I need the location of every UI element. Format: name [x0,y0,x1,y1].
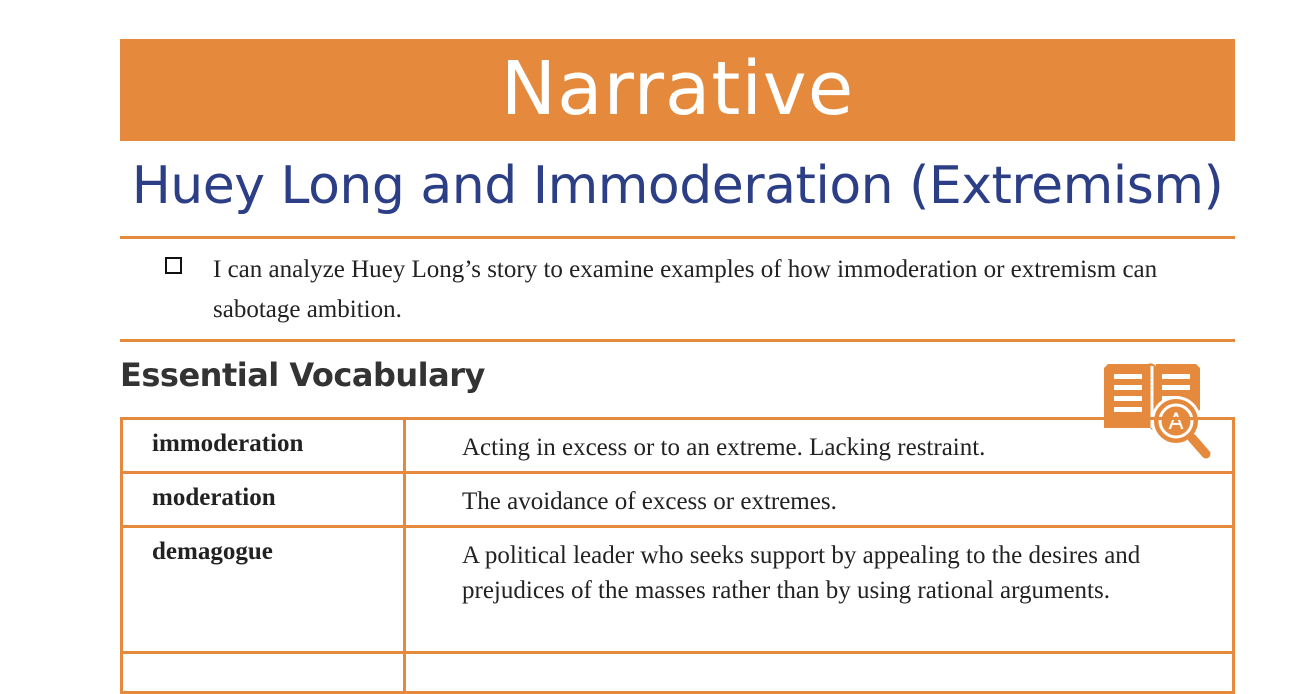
table-row [122,527,1234,653]
vocabulary-heading: Essential Vocabulary [120,356,485,394]
vocab-definition: A political leader who seeks support by appealing to the desires and prejudices of the masses rather than by using rational arguments. [405,527,1234,653]
page-subtitle: Huey Long and Immoderation (Extremism) [131,156,1224,216]
vocabulary-table [120,417,1235,694]
table-row [122,473,1234,527]
title-banner [120,39,1235,141]
vocab-term: immoderation [122,419,405,473]
banner-title: Narrative [500,46,855,132]
table-row [122,419,1234,473]
table-row [122,653,1234,693]
objective-checkbox[interactable] [165,257,182,274]
svg-text:A: A [1168,410,1184,435]
divider-top [120,236,1235,239]
vocab-definition: The avoidance of excess or extremes. [405,473,1234,527]
vocab-term: moderation [122,473,405,527]
vocab-term: demagogue [122,527,405,653]
vocab-definition [405,653,1234,693]
divider-bottom [120,339,1235,342]
vocab-definition: Acting in excess or to an extreme. Lacking restraint. [405,419,1234,473]
vocab-term [122,653,405,693]
learning-objective: I can analyze Huey Long’s story to examine examples of how immoderation or extremism can sabotage ambition. [213,256,1158,323]
